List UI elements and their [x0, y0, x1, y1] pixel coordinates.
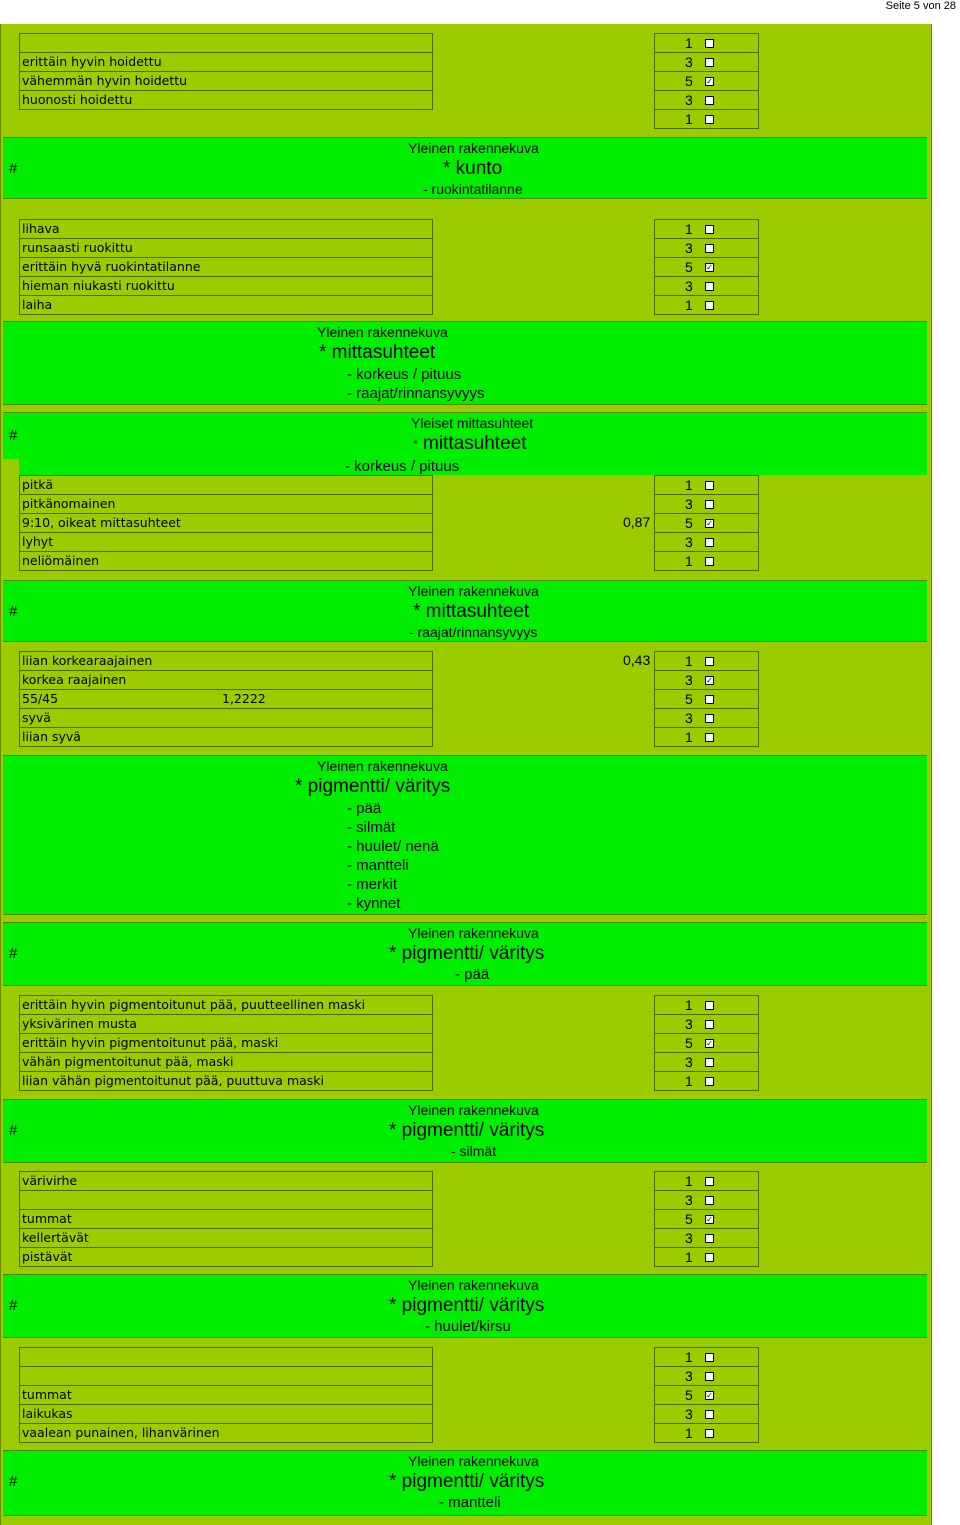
score-row [655, 533, 758, 552]
score-list [654, 651, 759, 747]
option-row: erittäin hyvin hoidettu [20, 53, 432, 72]
score-row [655, 296, 758, 314]
banner-title: mittasuhteet [423, 433, 527, 454]
score-row [655, 72, 758, 91]
section-banner-kunto [3, 137, 927, 199]
option-list [19, 219, 433, 315]
score-value: 3 [685, 240, 693, 256]
score-value: 3 [685, 496, 693, 512]
checkbox-icon[interactable] [705, 225, 714, 234]
ratio-value: 1,2222 [222, 691, 266, 706]
hash-marker: # [9, 603, 18, 620]
checkbox-icon[interactable] [705, 1196, 714, 1205]
banner-title: * pigmentti/ väritys [295, 776, 451, 797]
option-row: hieman niukasti ruokittu [20, 277, 432, 296]
banner-subtitle: - ruokintatilanne [423, 181, 523, 197]
score-row [655, 1072, 758, 1090]
score-row [655, 1348, 758, 1367]
checkbox-icon[interactable] [705, 733, 714, 742]
score-list [654, 33, 759, 129]
option-list [19, 1347, 433, 1443]
score-row [655, 91, 758, 110]
banner-subtitle: - korkeus / pituus [345, 458, 460, 475]
option-row: runsaasti ruokittu [20, 239, 432, 258]
score-row [655, 1034, 758, 1053]
score-row [655, 996, 758, 1015]
checkbox-icon[interactable] [705, 1020, 714, 1029]
checkbox-icon[interactable] [705, 39, 714, 48]
banner-heading: Yleiset mittasuhteet [411, 415, 534, 431]
banner-heading: Yleinen rakennekuva [408, 1453, 539, 1469]
page-number: Seite 5 von 28 [885, 0, 956, 12]
checkbox-icon[interactable] [705, 1001, 714, 1010]
option-row: vähän pigmentoitunut pää, maski [20, 1053, 432, 1072]
section-banner-pigmentti-mantteli [3, 1450, 927, 1516]
score-value: 1 [685, 1349, 693, 1365]
option-row: liian vähän pigmentoitunut pää, puuttuva maski [22, 1073, 325, 1088]
score-row [655, 671, 758, 690]
score-list [654, 995, 759, 1091]
banner-heading: Yleinen rakennekuva [408, 140, 539, 156]
option-row: pistävät [22, 1249, 73, 1264]
score-value: 5 [685, 691, 693, 707]
banner-heading: Yleinen rakennekuva [317, 758, 448, 774]
score-value: 1 [685, 653, 693, 669]
checkbox-icon[interactable] [705, 1410, 714, 1419]
banner-line: - korkeus / pituus [347, 366, 462, 383]
checkbox-checked-icon[interactable]: ✓ [706, 1215, 713, 1224]
banner-title: * mittasuhteet [413, 601, 530, 622]
score-value: 1 [685, 477, 693, 493]
option-list [19, 995, 433, 1091]
option-label: 55/45 [22, 691, 59, 706]
score-row [655, 1191, 758, 1210]
score-value: 3 [685, 278, 693, 294]
checkbox-icon[interactable] [705, 481, 714, 490]
score-value: 3 [685, 1368, 693, 1384]
banner-subtitle: - raajat/rinnansyvyys [409, 624, 538, 640]
score-row [655, 1248, 758, 1266]
hash-marker: # [9, 1473, 18, 1490]
option-row: syvä [20, 709, 432, 728]
option-row [20, 1348, 432, 1367]
score-row [655, 728, 758, 746]
score-row [655, 1053, 758, 1072]
checkbox-icon[interactable] [705, 714, 714, 723]
checkbox-icon[interactable] [705, 1234, 714, 1243]
section-banner-pigmentti-huulet [3, 1274, 927, 1338]
banner-subtitle: - pää [455, 966, 490, 983]
score-value: 5 [685, 1035, 693, 1051]
score-value: 1 [685, 1073, 693, 1089]
score-row [655, 53, 758, 72]
checkbox-icon[interactable] [705, 500, 714, 509]
checkbox-icon[interactable] [705, 1058, 714, 1067]
checkbox-icon[interactable] [705, 557, 714, 566]
score-row [655, 1229, 758, 1248]
score-value: 3 [685, 1054, 693, 1070]
score-row [655, 220, 758, 239]
checkbox-icon[interactable] [705, 96, 714, 105]
banner-title: * pigmentti/ väritys [389, 1471, 545, 1492]
score-row [655, 1386, 758, 1405]
checkbox-checked-icon[interactable]: ✓ [706, 1039, 713, 1048]
banner-subtitle: - mantteli [439, 1494, 501, 1511]
checkbox-checked-icon[interactable]: ✓ [706, 519, 713, 528]
banner-title: * kunto [443, 158, 503, 179]
score-row [655, 514, 758, 533]
score-list [654, 219, 759, 315]
option-row: lyhyt [20, 533, 432, 552]
score-value: 5 [685, 259, 693, 275]
score-value: 3 [685, 534, 693, 550]
option-row: tummat [20, 1210, 432, 1229]
checkbox-icon[interactable] [705, 301, 714, 310]
option-list [19, 1171, 433, 1267]
score-row [655, 1367, 758, 1386]
banner-continuation [19, 458, 927, 475]
score-row [655, 110, 758, 128]
option-row: lihava [20, 220, 432, 239]
option-row [20, 34, 432, 53]
checkbox-icon[interactable] [705, 657, 714, 666]
option-row: liian korkearaajainen [20, 652, 432, 671]
hash-marker: # [9, 427, 18, 444]
score-row [655, 476, 758, 495]
section-banner-yleiset [3, 412, 927, 459]
option-row: vähemmän hyvin hoidettu [20, 72, 432, 91]
banner-line: - silmät [347, 819, 396, 836]
score-row [655, 1424, 758, 1442]
hash-marker: # [9, 1297, 18, 1314]
banner-heading: Yleinen rakennekuva [408, 583, 539, 599]
score-row [655, 1210, 758, 1229]
hash-marker: # [9, 160, 18, 177]
score-value: 1 [685, 729, 693, 745]
score-value: 3 [685, 1406, 693, 1422]
score-row [655, 709, 758, 728]
option-row: vaalean punainen, lihanvärinen [22, 1425, 220, 1440]
banner-heading: Yleinen rakennekuva [408, 925, 539, 941]
side-value: 0,87 [623, 514, 651, 530]
checkbox-icon[interactable] [705, 1429, 714, 1438]
banner-title: * pigmentti/ väritys [389, 943, 545, 964]
score-value: 3 [685, 1016, 693, 1032]
score-value: 1 [685, 997, 693, 1013]
checkbox-icon[interactable] [705, 1177, 714, 1186]
option-row: erittäin hyvä ruokintatilanne [20, 258, 432, 277]
option-row: korkea raajainen [20, 671, 432, 690]
section-banner-pigmentti-silmat [3, 1099, 927, 1163]
banner-line: - pää [347, 800, 382, 817]
option-row: laikukas [20, 1405, 432, 1424]
option-row: 9:10, oikeat mittasuhteet [20, 514, 432, 533]
score-value: 5 [685, 515, 693, 531]
section-banner-pigmentti [3, 755, 927, 915]
score-row [655, 1015, 758, 1034]
banner-heading: Yleinen rakennekuva [408, 1277, 539, 1293]
option-row: huonosti hoidettu [22, 92, 133, 107]
banner-title: * pigmentti/ väritys [389, 1120, 545, 1141]
score-value: 5 [685, 1211, 693, 1227]
score-value: 1 [685, 1425, 693, 1441]
banner-title: * pigmentti/ väritys [389, 1295, 545, 1316]
option-row: kellertävät [20, 1229, 432, 1248]
option-list [19, 33, 433, 110]
option-row: neliömäinen [22, 553, 100, 568]
option-row: erittäin hyvin pigmentoitunut pää, maski [20, 1034, 432, 1053]
checkbox-icon[interactable] [705, 115, 714, 124]
checkbox-icon[interactable] [705, 1372, 714, 1381]
banner-line: - huulet/ nenä [347, 838, 439, 855]
score-value: 1 [685, 1173, 693, 1189]
score-value: 1 [685, 1249, 693, 1265]
score-value: 3 [685, 92, 693, 108]
option-row: liian syvä [22, 729, 81, 744]
side-value: 0,43 [623, 652, 651, 668]
checkbox-icon[interactable] [705, 538, 714, 547]
score-list [654, 1347, 759, 1443]
option-row: laiha [22, 297, 53, 312]
score-value: 3 [685, 1192, 693, 1208]
option-row [20, 1367, 432, 1386]
score-value: 3 [685, 672, 693, 688]
score-row [655, 652, 758, 671]
banner-subtitle: - silmät [451, 1143, 497, 1159]
score-list [654, 1171, 759, 1267]
checkbox-checked-icon[interactable]: ✓ [706, 77, 713, 86]
banner-subtitle: - huulet/kirsu [425, 1318, 511, 1335]
option-row: tummat [20, 1386, 432, 1405]
evaluation-sheet [0, 24, 932, 1525]
score-value: 5 [685, 1387, 693, 1403]
score-row [655, 34, 758, 53]
checkbox-icon[interactable] [705, 695, 714, 704]
banner-heading: Yleinen rakennekuva [317, 324, 448, 340]
checkbox-checked-icon[interactable]: ✓ [706, 263, 713, 272]
checkbox-checked-icon[interactable]: ✓ [706, 1391, 713, 1400]
checkbox-icon[interactable] [705, 1253, 714, 1262]
option-row: pitkänomainen [20, 495, 432, 514]
banner-line: - raajat/rinnansyvyys [347, 385, 485, 402]
score-row [655, 1172, 758, 1191]
score-value: 1 [685, 221, 693, 237]
banner-line: - merkit [347, 876, 397, 893]
banner-line: - kynnet [347, 895, 401, 912]
section-banner-raajat [3, 580, 927, 642]
score-row [655, 277, 758, 296]
checkbox-icon[interactable] [705, 58, 714, 67]
score-value: 5 [685, 73, 693, 89]
checkbox-checked-icon[interactable]: ✓ [706, 676, 713, 685]
score-value: 1 [685, 111, 693, 127]
checkbox-icon[interactable] [705, 1077, 714, 1086]
option-list [19, 651, 433, 747]
section-banner-mittasuhteet [3, 321, 927, 405]
banner-heading: Yleinen rakennekuva [408, 1102, 539, 1118]
option-row [20, 1191, 432, 1210]
banner-star: * [413, 437, 418, 451]
score-value: 3 [685, 1230, 693, 1246]
option-list [19, 475, 433, 571]
option-row: yksivärinen musta [20, 1015, 432, 1034]
score-row [655, 258, 758, 277]
banner-line: - mantteli [347, 857, 409, 874]
checkbox-icon[interactable] [705, 1353, 714, 1362]
option-row: pitkä [20, 476, 432, 495]
score-value: 3 [685, 710, 693, 726]
option-row: erittäin hyvin pigmentoitunut pää, puutteellinen maski [20, 996, 432, 1015]
option-row: värivirhe [20, 1172, 432, 1191]
score-value: 1 [685, 553, 693, 569]
score-value: 1 [685, 297, 693, 313]
hash-marker: # [9, 945, 18, 962]
banner-title: * mittasuhteet [319, 342, 436, 363]
checkbox-icon[interactable] [705, 244, 714, 253]
score-value: 1 [685, 35, 693, 51]
score-value: 3 [685, 54, 693, 70]
score-row [655, 239, 758, 258]
score-row [655, 552, 758, 570]
score-row [655, 1405, 758, 1424]
option-row [20, 690, 432, 709]
score-row [655, 690, 758, 709]
hash-marker: # [9, 1122, 18, 1139]
section-banner-pigmentti-paa [3, 922, 927, 986]
score-list [654, 475, 759, 571]
checkbox-icon[interactable] [705, 282, 714, 291]
score-row [655, 495, 758, 514]
